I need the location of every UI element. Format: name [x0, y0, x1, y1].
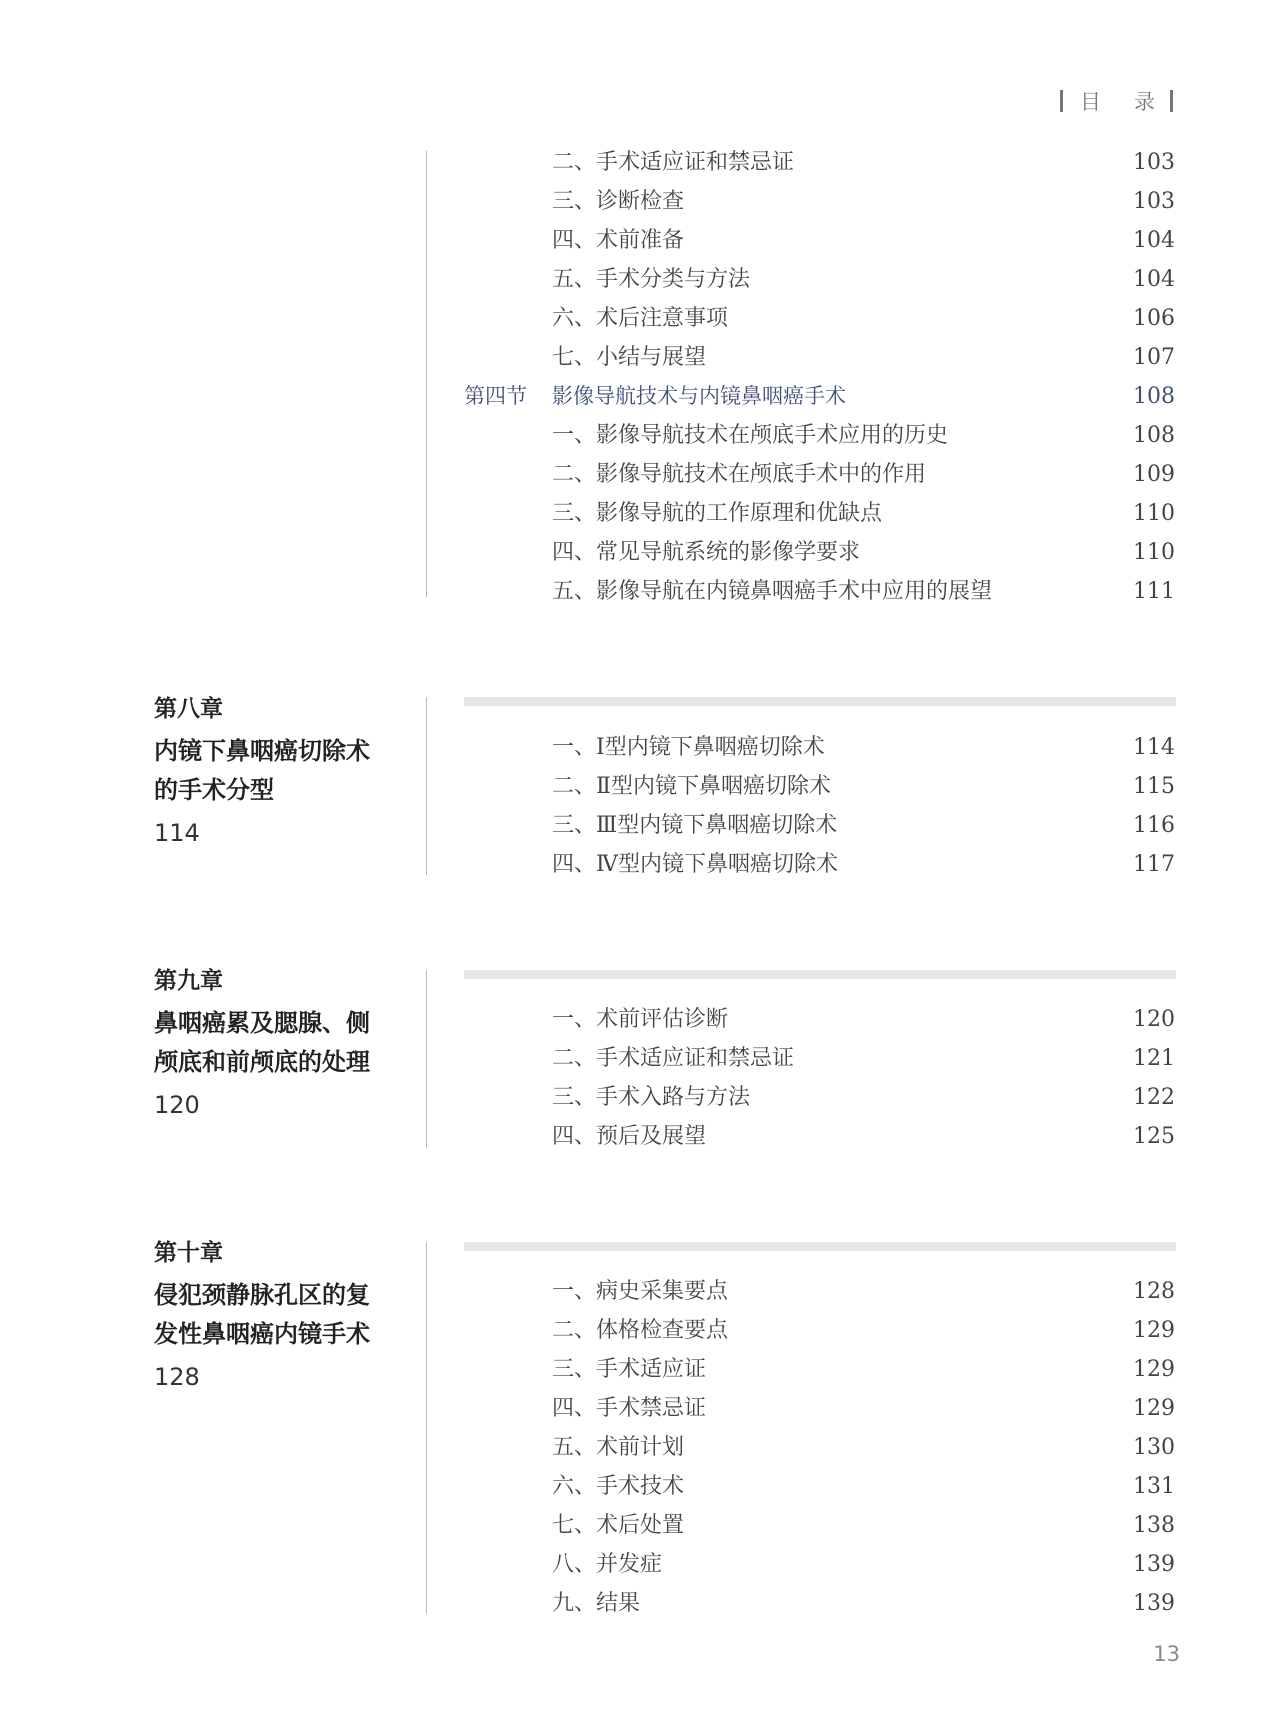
chapter-number: 第八章	[154, 696, 223, 722]
chapter-title-line: 侵犯颈静脉孔区的复	[154, 1281, 370, 1309]
entry-page: 138	[1133, 1513, 1175, 1538]
entry-title: 一、Ⅰ型内镜下鼻咽癌切除术	[552, 735, 825, 760]
chapter-title-line: 发性鼻咽癌内镜手术	[154, 1320, 370, 1348]
entry-page: 104	[1133, 228, 1175, 253]
entry-title: 二、手术适应证和禁忌证	[552, 150, 795, 175]
toc-entry[interactable]	[0, 572, 1280, 611]
toc-entry[interactable]	[0, 1117, 1280, 1156]
entry-page: 122	[1133, 1085, 1175, 1110]
toc-entry[interactable]	[0, 455, 1280, 494]
entry-page: 120	[1133, 1007, 1175, 1032]
toc-entry[interactable]	[0, 845, 1280, 884]
entry-title: 三、手术适应证	[552, 1357, 707, 1382]
entry-title: 三、Ⅲ型内镜下鼻咽癌切除术	[552, 813, 838, 838]
header-bar-left	[1060, 90, 1063, 112]
page-number: 13	[1153, 1642, 1180, 1666]
entry-page: 109	[1133, 462, 1175, 487]
entry-title: 四、常见导航系统的影像学要求	[552, 540, 861, 565]
entry-page: 110	[1133, 540, 1175, 565]
entry-title: 五、术前计划	[552, 1435, 685, 1460]
entry-title: 一、术前评估诊断	[552, 1007, 729, 1032]
chapter-page: 120	[154, 1091, 200, 1119]
entry-title: 一、影像导航技术在颅底手术应用的历史	[552, 423, 949, 448]
entry-page: 115	[1133, 774, 1175, 799]
entry-page: 116	[1133, 813, 1175, 838]
toc-entry[interactable]	[0, 416, 1280, 455]
chapter-title-line: 鼻咽癌累及腮腺、侧	[154, 1009, 370, 1037]
entry-title: 四、预后及展望	[552, 1124, 707, 1149]
chapter-title-line: 内镜下鼻咽癌切除术	[154, 737, 370, 765]
entry-page: 125	[1133, 1124, 1175, 1149]
section-title: 影像导航技术与内镜鼻咽癌手术	[552, 384, 846, 408]
entry-title: 三、诊断检查	[552, 189, 685, 214]
entry-page: 110	[1133, 501, 1175, 526]
toc-entry[interactable]	[0, 1545, 1280, 1584]
toc-entry[interactable]	[0, 533, 1280, 572]
running-header	[1060, 84, 1180, 118]
entry-page: 114	[1133, 735, 1175, 760]
entry-title: 四、术前准备	[552, 228, 685, 253]
entry-title: 三、手术入路与方法	[552, 1085, 751, 1110]
entry-title: 八、并发症	[552, 1552, 663, 1577]
entry-page: 108	[1133, 423, 1175, 448]
toc-entry[interactable]	[0, 494, 1280, 533]
entry-page: 139	[1133, 1552, 1175, 1577]
toc-entry[interactable]	[0, 1467, 1280, 1506]
chapter-page: 128	[154, 1363, 200, 1391]
entry-page: 129	[1133, 1357, 1175, 1382]
entry-title: 四、Ⅳ型内镜下鼻咽癌切除术	[552, 852, 838, 877]
entry-title: 二、Ⅱ型内镜下鼻咽癌切除术	[552, 774, 831, 799]
section-label: 第四节	[464, 384, 527, 408]
chapter-title-line: 的手术分型	[154, 776, 274, 804]
entry-title: 一、病史采集要点	[552, 1279, 729, 1304]
toc-entry[interactable]	[0, 1039, 1280, 1078]
toc-entry[interactable]	[0, 1311, 1280, 1350]
entry-title: 五、影像导航在内镜鼻咽癌手术中应用的展望	[552, 579, 993, 604]
header-char-1: 目	[1080, 90, 1101, 114]
toc-entry[interactable]	[0, 221, 1280, 260]
toc-entry[interactable]	[0, 1506, 1280, 1545]
entry-page: 111	[1133, 579, 1175, 604]
entry-title: 六、手术技术	[552, 1474, 685, 1499]
entry-page: 103	[1133, 150, 1175, 175]
toc-entry[interactable]	[0, 143, 1280, 182]
entry-page: 106	[1133, 306, 1175, 331]
toc-section-entry[interactable]	[0, 377, 1280, 416]
toc-entry[interactable]	[0, 338, 1280, 377]
entry-title: 二、体格检查要点	[552, 1318, 729, 1343]
entry-title: 七、小结与展望	[552, 345, 707, 370]
header-char-2: 录	[1134, 90, 1155, 114]
entry-title: 二、影像导航技术在颅底手术中的作用	[552, 462, 927, 487]
toc-entry[interactable]	[0, 1078, 1280, 1117]
entry-page: 129	[1133, 1396, 1175, 1421]
entry-page: 131	[1133, 1474, 1175, 1499]
toc-entry[interactable]	[0, 806, 1280, 845]
chapter-bar	[464, 697, 1176, 706]
toc-entry[interactable]	[0, 260, 1280, 299]
toc-entry[interactable]	[0, 1000, 1280, 1039]
chapter-title-line: 颅底和前颅底的处理	[154, 1048, 370, 1076]
section-page: 108	[1133, 384, 1175, 409]
entry-page: 129	[1133, 1318, 1175, 1343]
chapter-bar	[464, 970, 1176, 979]
entry-page: 107	[1133, 345, 1175, 370]
entry-title: 五、手术分类与方法	[552, 267, 751, 292]
toc-entry[interactable]	[0, 182, 1280, 221]
entry-page: 130	[1133, 1435, 1175, 1460]
entry-page: 117	[1133, 852, 1175, 877]
entry-page: 104	[1133, 267, 1175, 292]
toc-entry[interactable]	[0, 728, 1280, 767]
toc-entry[interactable]	[0, 1389, 1280, 1428]
toc-entry[interactable]	[0, 1272, 1280, 1311]
toc-entry[interactable]	[0, 1350, 1280, 1389]
entry-title: 三、影像导航的工作原理和优缺点	[552, 501, 883, 526]
chapter-number: 第九章	[154, 968, 223, 994]
chapter-page: 114	[154, 819, 200, 847]
chapter-number: 第十章	[154, 1240, 223, 1266]
chapter-bar	[464, 1242, 1176, 1251]
toc-entry[interactable]	[0, 1584, 1280, 1623]
entry-title: 六、术后注意事项	[552, 306, 729, 331]
entry-page: 103	[1133, 189, 1175, 214]
toc-entry[interactable]	[0, 299, 1280, 338]
entry-title: 四、手术禁忌证	[552, 1396, 707, 1421]
entry-page: 128	[1133, 1279, 1175, 1304]
toc-entry[interactable]	[0, 767, 1280, 806]
entry-title: 七、术后处置	[552, 1513, 685, 1538]
entry-title: 二、手术适应证和禁忌证	[552, 1046, 795, 1071]
entry-page: 121	[1133, 1046, 1175, 1071]
entry-title: 九、结果	[552, 1591, 641, 1616]
toc-entry[interactable]	[0, 1428, 1280, 1467]
header-bar-right	[1170, 90, 1173, 112]
entry-page: 139	[1133, 1591, 1175, 1616]
